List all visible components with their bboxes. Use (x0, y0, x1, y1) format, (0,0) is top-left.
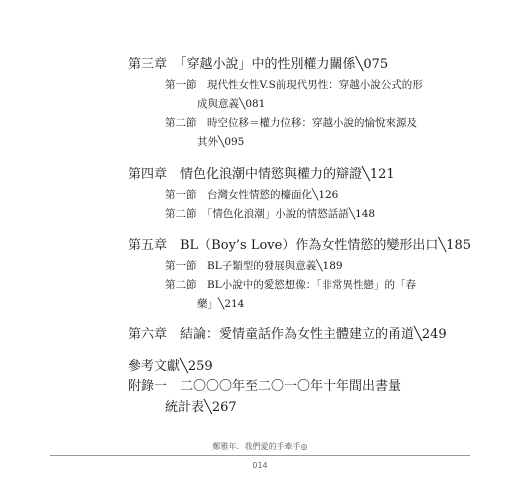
section-entry: 第一節 台灣女性情慾的檯面化╲126 (165, 189, 339, 201)
section-entry: 第二節 BL小說中的愛慾想像：「非常異性戀」的「春 (165, 279, 416, 291)
section-entry-continuation: 成與意義╲081 (197, 98, 266, 110)
appendix-entry: 附錄一 二〇〇〇年至二〇一〇年十年間出書量 (128, 379, 402, 394)
appendix-entry-continuation: 統計表╲267 (165, 400, 237, 415)
page-number: 014 (252, 461, 268, 470)
running-footer-title: 鄭雅年．我們愛的手牽手◎ (212, 442, 308, 451)
section-entry: 第二節 「情色化浪潮」小說的情慾話語╲148 (165, 208, 376, 220)
chapter-heading: 第三章 「穿越小說」中的性別權力關係╲075 (128, 57, 389, 72)
chapter-heading: 第四章 情色化浪潮中情慾與權力的辯證╲121 (128, 167, 395, 182)
section-entry-continuation: 藥」╲214 (197, 298, 245, 310)
section-entry: 第一節 BL子類型的發展與意義╲189 (165, 260, 343, 272)
section-entry: 第二節 時空位移＝權力位移：穿越小說的愉悅來源及 (165, 117, 417, 129)
references-entry: 參考文獻╲259 (128, 359, 213, 374)
section-entry: 第一節 現代性女性V.S前現代男性：穿越小說公式的形 (165, 79, 423, 91)
chapter-heading: 第五章 BL（Boy’s Love）作為女性情慾的變形出口╲185 (128, 238, 471, 253)
footer-divider (50, 455, 470, 456)
chapter-heading: 第六章 結論：愛情童話作為女性主體建立的甬道╲249 (128, 327, 447, 342)
section-entry-continuation: 其外╲095 (197, 136, 245, 148)
